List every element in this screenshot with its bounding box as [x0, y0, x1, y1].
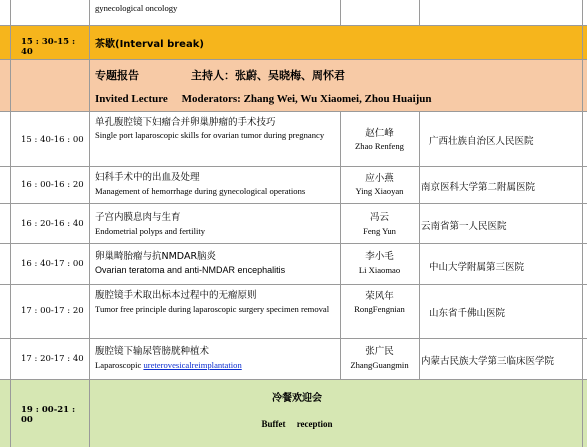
- lecture-time-cell: [0, 59, 89, 111]
- session-title-cn: 腹腔镜手术取出标本过程中的无瘤原则: [95, 290, 257, 301]
- session-time-cell: [0, 166, 89, 203]
- session-time: 16 : 40-17 : 00: [21, 259, 84, 269]
- previous-title-en: gynecological oncology: [95, 3, 178, 13]
- grid-line: [0, 111, 587, 112]
- previous-time-cell: [0, 0, 89, 25]
- speaker-cell: [340, 243, 419, 284]
- lecture-title-en: Invited Lecture Moderators: Zhang Wei, Wu Xiaomei, Zhou Huaijun: [95, 93, 432, 105]
- session-title-cn: 妇科手术中的出血及处理: [95, 172, 200, 183]
- session-title-cell: [89, 243, 340, 284]
- grid-line: [419, 0, 420, 25]
- session-title-en: Endometrial polyps and fertility: [95, 226, 206, 236]
- session-title-cell: [89, 111, 340, 166]
- speaker-cn: 赵仁峰: [365, 128, 394, 139]
- grid-line: [0, 203, 587, 204]
- grid-line: [0, 166, 587, 167]
- speaker-cell: [340, 203, 419, 243]
- session-time: 15 : 40-16 : 00: [21, 135, 84, 145]
- session-title-en: Single port laparoscopic skills for ovarian tumor during pregnancy: [95, 130, 325, 140]
- reception-label-cell: [89, 379, 587, 447]
- org-cell: [419, 203, 582, 243]
- session-title-en-prefix: Laparoscopic: [95, 360, 144, 370]
- break-time: 15 : 30-15 : 40: [21, 37, 76, 57]
- speaker-cn: 张广民: [365, 346, 394, 357]
- org-name: 山东省千佛山医院: [429, 308, 506, 319]
- session-time-cell: [0, 203, 89, 243]
- session-title-en: Tumor free principle during laparoscopic surgery specimen removal: [95, 304, 330, 314]
- org-cell: [419, 166, 582, 203]
- grid-line: [0, 379, 587, 380]
- org-cell: [419, 284, 582, 338]
- org-name: 内蒙古民族大学第三临床医学院: [421, 356, 555, 367]
- session-title-cn: 腹腔镜下输尿管膀胱种植术: [95, 346, 210, 357]
- org-cell: [419, 338, 582, 379]
- break-time-cell: [0, 25, 89, 59]
- lecture-hosts-cn: 主持人：张蔚、吴晓梅、周怀君: [191, 69, 345, 82]
- speaker-en: ZhangGuangmin: [350, 360, 409, 370]
- speaker-cn: 冯云: [369, 212, 389, 223]
- speaker-en: RongFengnian: [354, 304, 405, 314]
- speaker-cell: [340, 111, 419, 166]
- org-name: 云南省第一人民医院: [421, 221, 507, 232]
- session-title-cell: [89, 338, 340, 379]
- speaker-cell: [340, 338, 419, 379]
- session-title-en: [95, 359, 242, 372]
- speaker-cn: 应小燕: [365, 173, 394, 184]
- grid-line: [0, 25, 587, 26]
- reception-cn: 冷餐欢迎会: [272, 393, 322, 404]
- previous-title-cell: [89, 0, 340, 25]
- session-time: 16 : 00-16 : 20: [21, 180, 84, 190]
- speaker-cn: 荣风年: [365, 291, 394, 302]
- session-time-cell: [0, 284, 89, 338]
- session-title-cell: [89, 166, 340, 203]
- session-title-cell: [89, 203, 340, 243]
- session-title-en: Ovarian teratoma and anti-NMDAR encephalitis: [95, 265, 286, 275]
- session-title-cn: 单孔腹腔镜下妇瘤合并卵巢肿瘤的手术技巧: [95, 117, 276, 128]
- org-cell: [419, 243, 582, 284]
- org-name: 广西壮族自治区人民医院: [429, 136, 534, 147]
- session-time-cell: [0, 338, 89, 379]
- session-title-cn: 卵巢畸胎瘤与抗NMDAR脑炎: [95, 251, 217, 262]
- grid-line: [0, 59, 587, 60]
- session-title-en: Management of hemorrhage during gynecological operations: [95, 186, 306, 196]
- org-name: 南京医科大学第二附属医院: [421, 182, 536, 193]
- lecture-header-cell: [89, 59, 587, 111]
- reception-time: 19 : 00-21 : 00: [21, 405, 76, 425]
- grid-line: [0, 284, 587, 285]
- ureterovesical-link[interactable]: ureterovesicalreimplantation: [143, 360, 242, 370]
- speaker-en: Li Xiaomao: [358, 265, 401, 275]
- speaker-cn: 李小毛: [365, 251, 394, 262]
- speaker-en: Feng Yun: [363, 226, 396, 236]
- session-time: 17 : 20-17 : 40: [21, 354, 84, 364]
- grid-line: [0, 338, 587, 339]
- speaker-cell: [340, 284, 419, 338]
- session-time-cell: [0, 111, 89, 166]
- grid-line: [0, 243, 587, 244]
- break-label-cell: [89, 25, 587, 59]
- speaker-en: Ying Xiaoyan: [355, 186, 404, 196]
- session-title-cn: 子宫内膜息肉与生育: [95, 212, 181, 223]
- session-time: 17 : 00-17 : 20: [21, 306, 84, 316]
- session-title-cell: [89, 284, 340, 338]
- session-time: 16 : 20-16 : 40: [21, 219, 84, 229]
- session-time-cell: [0, 243, 89, 284]
- reception-en: Buffet reception: [261, 419, 333, 429]
- grid-line: [340, 0, 341, 25]
- break-label: 茶歇(Interval break): [95, 39, 204, 50]
- lecture-title-cn: 专题报告: [95, 69, 139, 82]
- speaker-cell: [340, 166, 419, 203]
- reception-time-cell: [0, 379, 89, 447]
- org-cell: [419, 111, 582, 166]
- speaker-en: Zhao Renfeng: [355, 141, 404, 151]
- org-name: 中山大学附属第三医院: [429, 262, 525, 273]
